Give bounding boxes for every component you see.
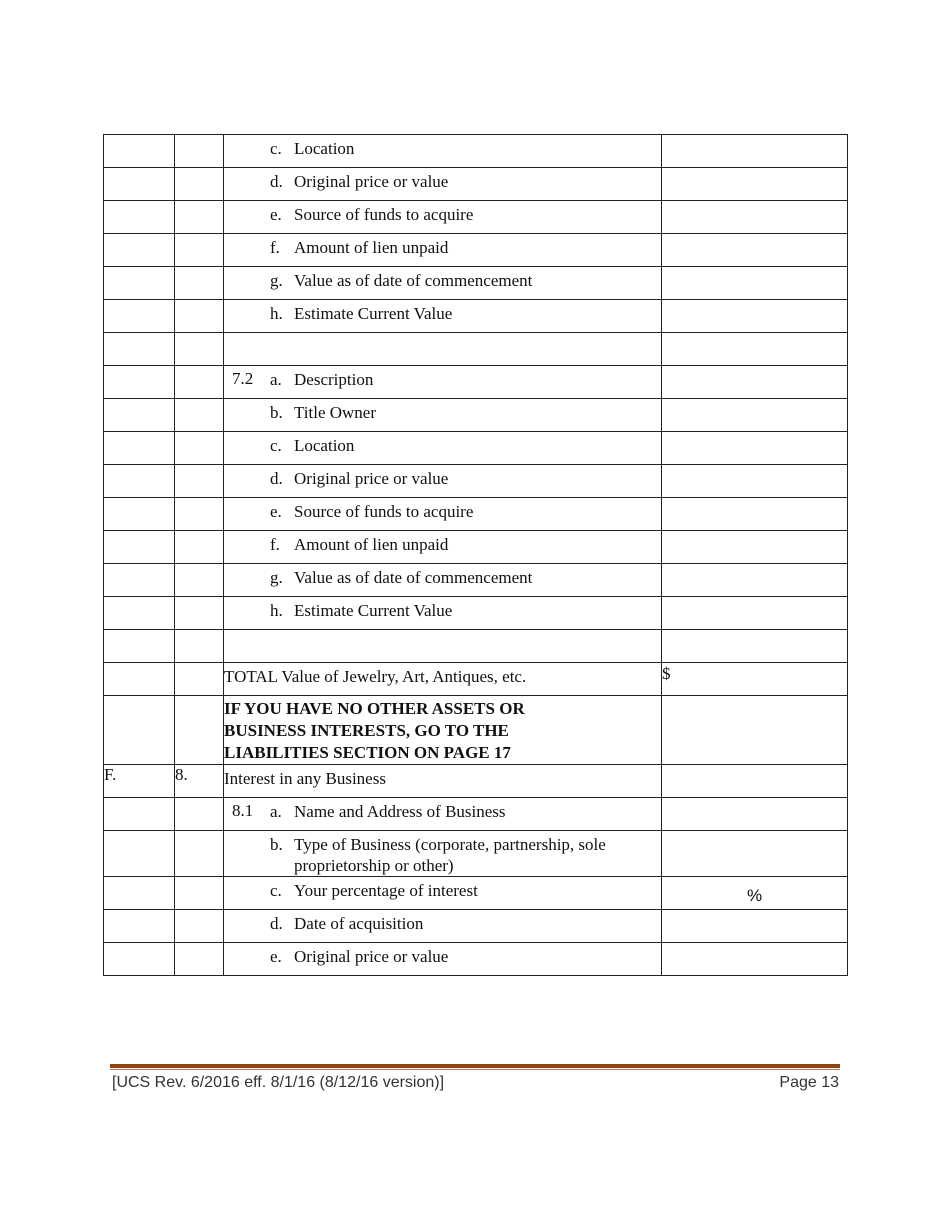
description-cell (224, 663, 662, 696)
table-row (104, 877, 848, 910)
description-cell (224, 531, 662, 564)
field-item (224, 831, 661, 876)
table-row (104, 234, 848, 267)
item-number-cell (175, 630, 224, 663)
field-letter: g. (270, 568, 283, 587)
field-item (224, 465, 661, 489)
field-item (224, 498, 661, 522)
section-letter-cell (104, 831, 175, 877)
instruction-text: IF YOU HAVE NO OTHER ASSETS OR BUSINESS INTERESTS, GO TO THE LIABILITIES SECTION ON PAGE 17 (224, 699, 525, 762)
table-row (104, 135, 848, 168)
field-letter: b. (270, 835, 283, 854)
field-item (224, 300, 661, 324)
table-row (104, 831, 848, 877)
field-label: Estimate Current Value (294, 601, 453, 620)
field-label: Source of funds to acquire (294, 205, 474, 224)
table-row (104, 399, 848, 432)
description-cell (224, 597, 662, 630)
field-label: Amount of lien unpaid (294, 238, 449, 257)
row-label: Interest in any Business (224, 769, 386, 788)
footer-revision: [UCS Rev. 6/2016 eff. 8/1/16 (8/12/16 version)] (112, 1074, 445, 1091)
row-label: TOTAL Value of Jewelry, Art, Antiques, etc. (224, 667, 527, 686)
table-row (104, 798, 848, 831)
section-letter-cell (104, 531, 175, 564)
value-input-cell[interactable] (662, 168, 848, 201)
field-letter: e. (270, 947, 282, 966)
item-number-cell (175, 943, 224, 976)
field-letter: d. (270, 172, 283, 191)
value-input-cell[interactable] (662, 696, 848, 765)
field-item (224, 201, 661, 225)
field-label: Estimate Current Value (294, 304, 453, 323)
section-letter-cell (104, 798, 175, 831)
item-number-cell (175, 465, 224, 498)
item-number-cell (175, 333, 224, 366)
field-label: Original price or value (294, 172, 449, 191)
field-label: Your percentage of interest (294, 881, 478, 900)
description-cell (224, 432, 662, 465)
field-item (224, 877, 661, 901)
description-cell (224, 333, 662, 366)
description-cell (224, 399, 662, 432)
section-letter-cell (104, 877, 175, 910)
table-row (104, 630, 848, 663)
field-letter: a. (270, 370, 282, 389)
item-number-cell (175, 267, 224, 300)
description-cell (224, 564, 662, 597)
item-number-cell (175, 564, 224, 597)
description-cell (224, 696, 662, 765)
table-row (104, 943, 848, 976)
value-input-cell[interactable] (662, 366, 848, 399)
field-letter: h. (270, 304, 283, 323)
field-label: Location (294, 139, 355, 158)
field-label: Date of acquisition (294, 914, 424, 933)
description-cell (224, 765, 662, 798)
section-letter-cell (104, 630, 175, 663)
value-input-cell[interactable]: $ (662, 663, 848, 696)
table-row (104, 432, 848, 465)
value-input-cell[interactable] (662, 300, 848, 333)
item-number-cell (175, 366, 224, 399)
value-input-cell[interactable] (662, 765, 848, 798)
section-letter-cell: F. (104, 765, 175, 798)
description-cell (224, 234, 662, 267)
field-item (224, 432, 661, 456)
footer-rule (110, 1064, 840, 1068)
item-number-cell (175, 234, 224, 267)
value-input-cell[interactable] (662, 498, 848, 531)
field-letter: c. (270, 436, 282, 455)
item-number-cell (175, 531, 224, 564)
table-row (104, 201, 848, 234)
item-number-cell (175, 663, 224, 696)
item-number-cell: 8. (175, 765, 224, 798)
section-letter-cell (104, 696, 175, 765)
value-input-cell[interactable] (662, 564, 848, 597)
field-label: Title Owner (294, 403, 377, 422)
field-letter: c. (270, 139, 282, 158)
table-row (104, 267, 848, 300)
section-letter-cell (104, 663, 175, 696)
description-cell (224, 877, 662, 910)
section-letter-cell (104, 168, 175, 201)
value-input-cell[interactable] (662, 531, 848, 564)
table-row (104, 910, 848, 943)
field-item (224, 234, 661, 258)
section-letter-cell (104, 465, 175, 498)
description-cell (224, 798, 662, 831)
value-input-cell[interactable] (662, 597, 848, 630)
field-label: Amount of lien unpaid (294, 535, 449, 554)
item-number-cell (175, 135, 224, 168)
section-letter-cell (104, 234, 175, 267)
field-item (224, 943, 661, 967)
table-row (104, 168, 848, 201)
description-cell (224, 831, 662, 877)
item-number-cell (175, 201, 224, 234)
section-letter-cell (104, 399, 175, 432)
field-letter: a. (270, 802, 282, 821)
field-item (224, 531, 661, 555)
value-input-cell[interactable] (662, 465, 848, 498)
section-letter-cell (104, 135, 175, 168)
field-item (224, 399, 661, 423)
item-number-cell (175, 597, 224, 630)
description-cell (224, 465, 662, 498)
field-letter: h. (270, 601, 283, 620)
field-item (224, 135, 661, 159)
field-label: Description (294, 370, 374, 389)
description-cell (224, 943, 662, 976)
table-row (104, 300, 848, 333)
field-label: Location (294, 436, 355, 455)
description-cell (224, 910, 662, 943)
value-input-cell[interactable] (662, 234, 848, 267)
section-letter-cell (104, 267, 175, 300)
field-letter: c. (270, 881, 282, 900)
value-input-cell[interactable] (662, 630, 848, 663)
item-number-cell (175, 498, 224, 531)
value-input-cell[interactable] (662, 432, 848, 465)
section-letter-cell (104, 910, 175, 943)
description-cell (224, 168, 662, 201)
section-letter-cell (104, 597, 175, 630)
description-cell (224, 201, 662, 234)
value-input-cell[interactable] (662, 831, 848, 877)
table-row (104, 531, 848, 564)
value-input-cell[interactable] (662, 798, 848, 831)
field-letter: e. (270, 205, 282, 224)
item-number-cell (175, 399, 224, 432)
description-cell (224, 366, 662, 399)
field-letter: d. (270, 914, 283, 933)
subsection-number: 7.2 (232, 369, 254, 388)
field-letter: b. (270, 403, 283, 422)
value-input-cell[interactable] (662, 201, 848, 234)
field-item (224, 910, 661, 934)
table-row (104, 696, 848, 765)
item-number-cell (175, 877, 224, 910)
table-row (104, 333, 848, 366)
financial-disclosure-table (103, 134, 848, 976)
value-input-cell[interactable]: % (662, 877, 848, 910)
description-cell (224, 267, 662, 300)
value-input-cell[interactable] (662, 333, 848, 366)
table-row (104, 564, 848, 597)
form-body (104, 135, 848, 976)
field-letter: e. (270, 502, 282, 521)
item-number-cell (175, 798, 224, 831)
table-row (104, 597, 848, 630)
subsection-number: 8.1 (232, 801, 254, 820)
field-label: Name and Address of Business (294, 802, 506, 821)
table-row (104, 498, 848, 531)
item-number-cell (175, 910, 224, 943)
item-number-cell (175, 831, 224, 877)
value-input-cell[interactable] (662, 943, 848, 976)
field-letter: g. (270, 271, 283, 290)
field-item (224, 564, 661, 588)
footer-rule-thin (110, 1069, 840, 1070)
field-letter: f. (270, 238, 280, 257)
field-item (224, 630, 661, 654)
table-row (104, 465, 848, 498)
value-input-cell[interactable] (662, 399, 848, 432)
description-cell (224, 498, 662, 531)
field-item (224, 333, 661, 357)
table-row (104, 765, 848, 798)
field-label: Value as of date of commencement (294, 568, 533, 587)
field-label: Value as of date of commencement (294, 271, 533, 290)
value-input-cell[interactable] (662, 135, 848, 168)
field-item (224, 798, 661, 822)
value-input-cell[interactable] (662, 267, 848, 300)
section-letter-cell (104, 300, 175, 333)
field-label: Source of funds to acquire (294, 502, 474, 521)
field-label: Type of Business (corporate, partnership, sole proprietorship or other) (294, 835, 606, 875)
section-letter-cell (104, 333, 175, 366)
item-number-cell (175, 300, 224, 333)
field-item (224, 168, 661, 192)
section-letter-cell (104, 432, 175, 465)
table-row (104, 366, 848, 399)
section-letter-cell (104, 201, 175, 234)
footer-page-number: Page 13 (779, 1074, 839, 1091)
item-number-cell (175, 168, 224, 201)
description-cell (224, 300, 662, 333)
section-letter-cell (104, 498, 175, 531)
section-letter-cell (104, 366, 175, 399)
description-cell (224, 630, 662, 663)
section-letter-cell (104, 943, 175, 976)
field-letter: f. (270, 535, 280, 554)
table-row (104, 663, 848, 696)
field-letter: d. (270, 469, 283, 488)
field-label: Original price or value (294, 469, 449, 488)
field-item (224, 267, 661, 291)
description-cell (224, 135, 662, 168)
field-item (224, 597, 661, 621)
field-item (224, 366, 661, 390)
value-input-cell[interactable] (662, 910, 848, 943)
item-number-cell (175, 696, 224, 765)
section-letter-cell (104, 564, 175, 597)
field-label: Original price or value (294, 947, 449, 966)
item-number-cell (175, 432, 224, 465)
